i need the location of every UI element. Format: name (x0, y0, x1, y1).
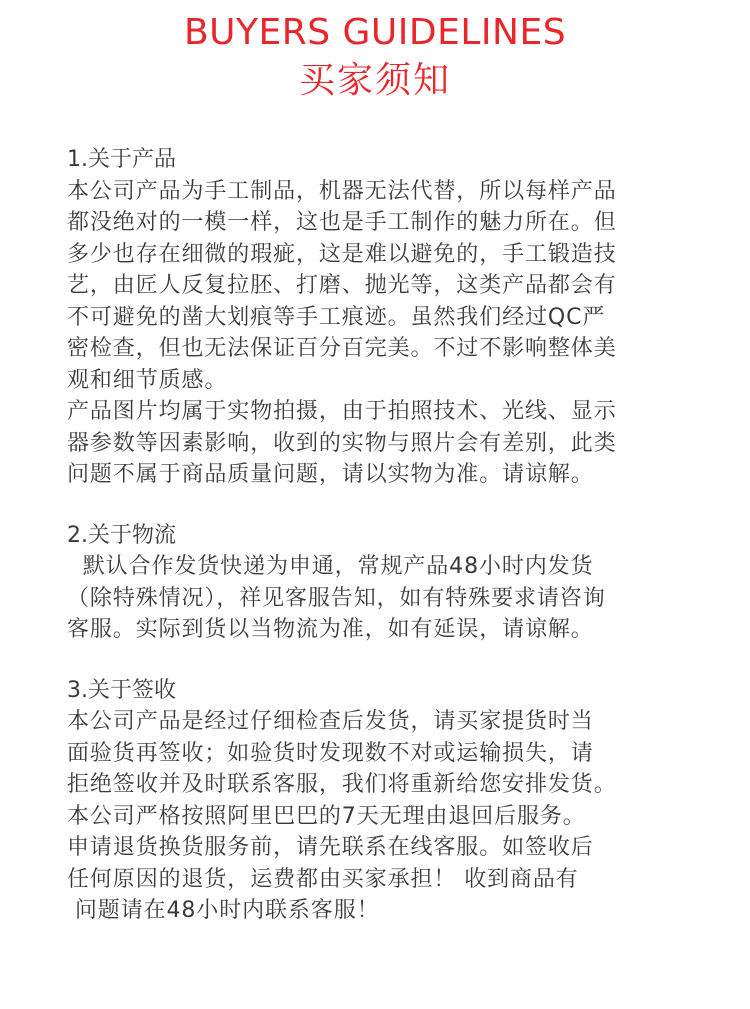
paragraph-line: 问题不属于商品质量问题，请以实物为准。请谅解。 (67, 462, 594, 487)
paragraph-line: 不可避免的凿大划痕等手工痕迹。虽然我们经过QC严 (67, 304, 606, 330)
paragraph-line: 问题请在48小时内联系客服！ (67, 898, 380, 923)
section-product (67, 144, 707, 491)
paragraph-line: 拒绝签收并及时联系客服，我们将重新给您安排发货。 (67, 772, 617, 797)
page-title-english: BUYERS GUIDELINES (183, 12, 567, 53)
page-header (0, 10, 750, 104)
paragraph-line: 面验货再签收；如验货时发现数不对或运输损失，请 (67, 740, 594, 766)
paragraph-line: 客服。实际到货以当物流为准，如有延误，请谅解。 (67, 617, 594, 642)
paragraph-line: 器参数等因素影响，收到的实物与照片会有差别，此类 (67, 430, 617, 456)
paragraph-line: 本公司严格按照阿里巴巴的7天无理由退回后服务。 (67, 803, 586, 829)
section-logistics (67, 520, 707, 646)
paragraph-line: 本公司产品为手工制品，机器无法代替，所以每样产品 (67, 178, 617, 204)
page-title-chinese: 买家须知 (298, 60, 451, 101)
paragraph-line: 任何原因的退货，运费都由买家承担！ 收到商品有 (67, 866, 579, 892)
section-heading: 3.关于签收 (67, 677, 176, 703)
paragraph-line: 多少也存在细微的瑕疵，这是难以避免的，手工锻造技 (67, 241, 617, 267)
paragraph-line: 观和细节质感。 (67, 367, 228, 393)
paragraph-line: 艺，由匠人反复拉胚、打磨、抛光等，这类产品都会有 (67, 273, 617, 298)
paragraph-line: 密检查，但也无法保证百分百完美。不过不影响整体美 (67, 336, 617, 361)
paragraph-line: 本公司产品是经过仔细检查后发货，请买家提货时当 (67, 709, 594, 734)
paragraph-line: 都没绝对的一模一样，这也是手工制作的魅力所在。但 (67, 210, 617, 235)
guidelines-body (67, 144, 707, 956)
section-signing (67, 675, 707, 927)
section-heading: 2.关于物流 (67, 522, 176, 548)
paragraph-line: 产品图片均属于实物拍摄，由于拍照技术、光线、显示 (67, 399, 617, 424)
section-heading: 1.关于产品 (67, 147, 176, 172)
paragraph-line: （除特殊情况），祥见客服告知，如有特殊要求请咨询 (67, 585, 606, 611)
paragraph-line: 默认合作发货快递为申通，常规产品48小时内发货 (67, 554, 594, 579)
paragraph-line: 申请退货换货服务前，请先联系在线客服。如签收后 (67, 835, 594, 860)
